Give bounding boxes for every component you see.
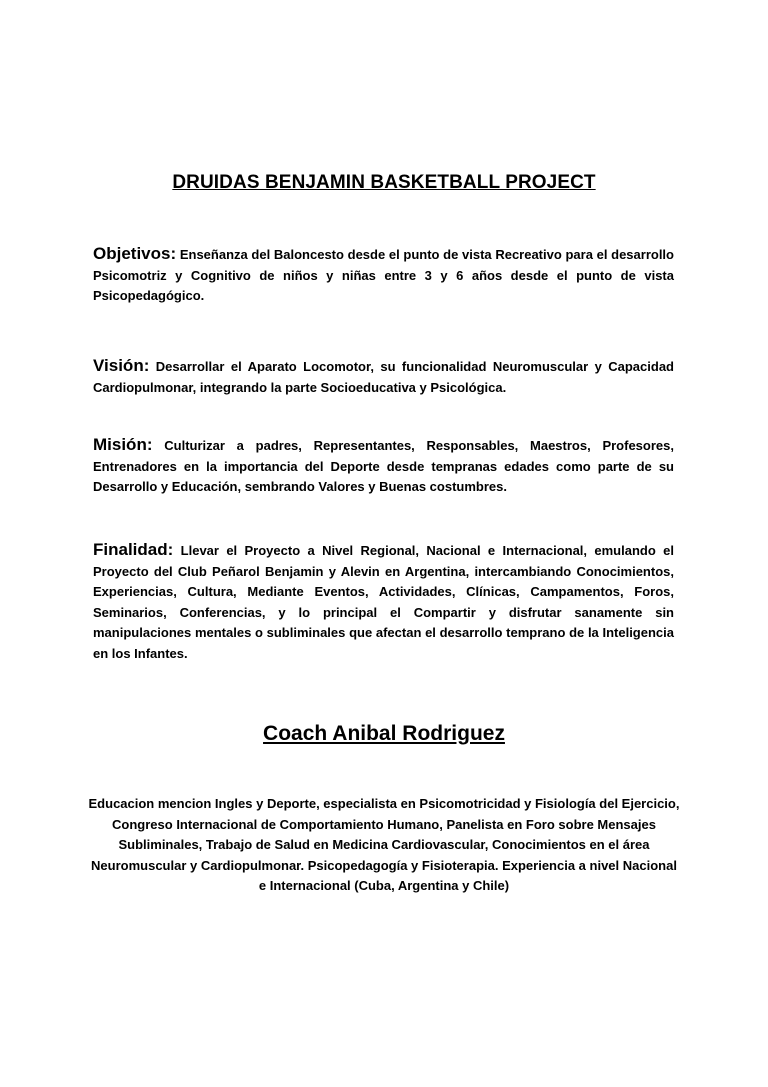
section-finalidad xyxy=(93,540,674,664)
label-colon: : xyxy=(143,356,150,375)
section-text: Desarrollar el Aparato Locomotor, su funcionalidad Neuromuscular y Capacidad Cardiopulmonar, integrando la parte Socioeducativa y Psicológica. xyxy=(93,359,674,395)
coach-name: Coach Anibal Rodriguez xyxy=(263,722,505,745)
section-text: Culturizar a padres, Representantes, Responsables, Maestros, Profesores, Entrenadores en la importancia del Deporte desde tempranas edades como parte de su Desarrollo y Educación, sembrando Valores y Buenas costumbres. xyxy=(93,438,674,494)
section-label: Objetivos xyxy=(93,244,171,263)
section-objetivos xyxy=(93,244,674,307)
section-label: Finalidad xyxy=(93,540,168,559)
label-colon: : xyxy=(170,244,177,263)
section-mision xyxy=(93,435,674,498)
section-vision xyxy=(93,356,674,398)
section-label: Visión xyxy=(93,356,144,375)
coach-bio: Educacion mencion Ingles y Deporte, especialista en Psicomotricidad y Fisiología del Ejercicio, Congreso Internacional de Comportamiento Humano, Panelista en Foro sobre Mensajes Subliminales, Trabajo de Salud en Medicina Cardiovascular, Conocimientos en el área Neuromuscular y Cardiopulmonar. Psicopedagogía y Fisioterapia. Experiencia a nivel Nacional e Internacional (Cuba, Argentina y Chile) xyxy=(88,796,680,893)
label-colon: : xyxy=(146,435,153,454)
section-label: Misión xyxy=(93,435,147,454)
document-title: DRUIDAS BENJAMIN BASKETBALL PROJECT xyxy=(172,172,596,193)
section-text: Llevar el Proyecto a Nivel Regional, Nacional e Internacional, emulando el Proyecto del Club Peñarol Benjamin y Alevin en Argentina, intercambiando Conocimientos, Experiencias, Cultura, Mediante Eventos, Actividades, Clínicas, Campamentos, Foros, Seminarios, Conferencias, y lo principal el Compartir y disfrutar sanamente sin manipulaciones mentales o subliminales que afectan el desarrollo temprano de la Inteligencia en los Infantes. xyxy=(93,543,674,661)
section-text: Enseñanza del Baloncesto desde el punto de vista Recreativo para el desarrollo Psicomotriz y Cognitivo de niños y niñas entre 3 y 6 años desde el punto de vista Psicopedagógico. xyxy=(93,247,674,303)
label-colon: : xyxy=(167,540,174,559)
